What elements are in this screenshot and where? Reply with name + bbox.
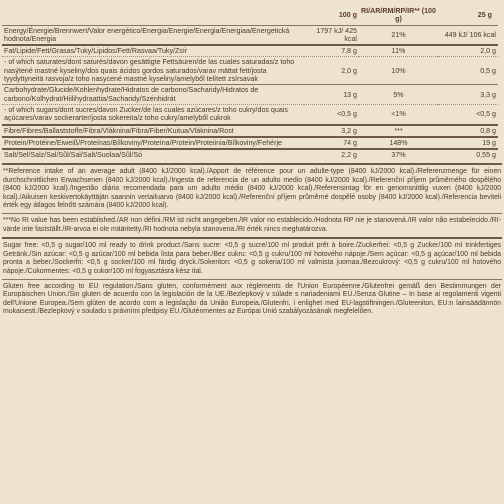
nutrient-label: Fibre/Fibres/Ballaststoffe/Fibra/Vláknina/Fibra/Fiber/Kuitua/Vláknina/Rost xyxy=(2,125,304,137)
header-ri: RI/AR/RM/RP/IR** (100 g) xyxy=(361,7,436,24)
nutrient-label: Energy/Énergie/Brennwert/Valor energético/Energia/Energie/Energia/Energiaa/Energetická hodnota/Energia xyxy=(2,25,304,45)
header-blank xyxy=(2,6,304,25)
table-row xyxy=(2,149,498,160)
nutrient-label: Salt/Sel/Salz/Sal/Sůl/Sal/Salt/Suolaa/Sůl/Só xyxy=(2,149,304,160)
note-no-ri: ***No RI value has been established./AR non défini./RM ist nicht angegeben./IR valor no establecido./Hodnota RP nie je stanovená./IR valor não estabelecido./RI-värde inte fastställt./IR-arvoa ei ole määritetty./RI hodnota nebyla stanovena./RI érték nincs meghatározva. xyxy=(3,217,501,233)
table-row xyxy=(2,125,498,137)
value-100g: 74 g xyxy=(304,137,359,149)
header-25g: 25 g xyxy=(477,11,492,20)
value-25g: 19 g xyxy=(438,137,498,149)
nutrient-label: - of which sugars/dont sucres/davon Zucker/de las cuales azúcares/z toho cukry/dos quais açúcares/varav sockerarter/josta sokereita/z toho cukry/amelyből cukrok xyxy=(2,104,304,124)
value-25g: 0,55 g xyxy=(438,149,498,160)
value-25g: 0,5 g xyxy=(438,57,498,85)
value-100g: 2,0 g xyxy=(304,57,359,85)
value-ri: 5% xyxy=(359,85,438,105)
value-ri: 148% xyxy=(359,137,438,149)
value-25g: 0,8 g xyxy=(438,125,498,137)
table-header xyxy=(2,6,498,25)
value-ri: 21% xyxy=(359,25,438,45)
header-100g: 100 g xyxy=(338,11,357,20)
value-25g: <0,5 g xyxy=(438,104,498,124)
table-row xyxy=(2,104,498,124)
divider xyxy=(2,279,502,280)
table-row xyxy=(2,25,498,45)
value-100g: 7,8 g xyxy=(304,45,359,57)
table-row xyxy=(2,45,498,57)
value-ri: <1% xyxy=(359,104,438,124)
note-reference-intake: **Reference intake of an average adult (8400 kJ/2000 kcal)./Apport de référence pour un adulte-type (8400 kJ/2000 kcal)./Referenzmenge für einen durchschnittlichen Erwachsenen (8400 kJ/2000 kcal)./Ingesta de referencia de un adulto medio (8400 kJ/2000 kcal)./Referenční příjem průměrného dospělého (8400 kJ/2000 kcal)./Ingestão diária recomendada para um adulto médio (8400 kJ/2000 kcal)./Referensintag för en genomsnittlig vuxen (8400 kJ/2000 kcal)./Aikuisen keskivertokäyttäjän saannin vertailuarvo (8400 kJ/2000 kcal)./Referenční příjem průměrné dospělé osoby (8400 kJ/2000 kcal)./Referencia beviteli érték egy átlagos felnőtt számára (8400 kJ/2000 kcal). xyxy=(3,168,501,210)
table-row xyxy=(2,137,498,149)
value-100g: 1797 kJ/ 425 kcal xyxy=(304,25,359,45)
divider xyxy=(2,213,502,214)
value-25g: 449 kJ/ 106 kcal xyxy=(438,25,498,45)
nutrient-label: Fat/Lipide/Fett/Grasas/Tuky/Lipidos/Fett/Rasvaa/Tuky/Zsír xyxy=(2,45,304,57)
value-ri: 10% xyxy=(359,57,438,85)
value-100g: 3,2 g xyxy=(304,125,359,137)
value-25g: 2,0 g xyxy=(438,45,498,57)
value-ri: *** xyxy=(359,125,438,137)
value-25g: 3,3 g xyxy=(438,85,498,105)
nutrient-label: Protein/Protéine/Eiweiß/Proteínas/Bílkoviny/Proteína/Protein/Proteiinia/Bílkoviny/Fehérje xyxy=(2,137,304,149)
value-ri: 37% xyxy=(359,149,438,160)
nutrient-label: - of which saturates/dont saturés/davon gesättigte Fettsäuren/de las cuales saturadas/z toho nasýtené mastné kyseliny/dos quais ácidos gordos saturados/varav mättat fett/josta tyydyttyneitä rasvoja/z toho nasycené mastné kyseliny/amelyből telített zsírsavak xyxy=(2,57,304,85)
note-sugar-free: Sugar free: <0,5 g sugar/100 ml ready to drink product./Sans sucre: <0,5 g sucre/100 ml produit prêt à boire./Zuckerfrei: <0,5 g Zucker/100 ml trinkfertiges Getränk./Sin azúcar: <0,5 g azúcar/100 ml bebida lista para beber./Bez cukru: <0,5 g cukru/100 ml hotového nápoje./Sem açúcar: <0,5 g açúcar/100 ml bebida pronta a beber./Sockerfri: <0,5 g socker/100 ml färdig dryck./Sokeriton: <0,5 g sokeria/100 ml valmista juomaa./Bezcukrový: <0,5 g cukru/100 ml hotového nápoje./Cukormentes: <0,5 g cukor/100 ml fogyasztásra kész ital. xyxy=(3,242,501,275)
divider xyxy=(2,163,502,165)
note-gluten-free: Gluten free according to EU regulation./Sans gluten, conformément aux règlements de l'Union Européenne./Glutenfrei gemäß den Bestimmungen der Europäischen Union./Sin gluten de acuerdo con la legislación de la UE./Bezlepkový v súlade s nariadeniami EÚ./Senza Glutine – In base ai regolamenti vigenti dell'Unione Europea./Sem glúten de acordo com a legislação da União Europeia./Glutenfri, i enlighet med EU-lagstiftningen./Gluteeniton, EU:n lainsäädännön mukaisesti./Bezlepkový v souladu s právními předpisy EU./Gluténmentes az Európai Unió szabályozásának megfelelően. xyxy=(3,282,501,316)
value-100g: <0,5 g xyxy=(304,104,359,124)
value-100g: 2,2 g xyxy=(304,149,359,160)
nutrition-table xyxy=(2,6,498,160)
value-100g: 13 g xyxy=(304,85,359,105)
nutrient-label: Carbohydrate/Glucide/Kohlenhydrate/Hidratos de carbono/Sacharidy/Hidratos de carbono/Kolhydrat/Hiilihydraattia/Sacharidy/Szénhidrát xyxy=(2,85,304,105)
table-row xyxy=(2,85,498,105)
divider xyxy=(2,237,502,239)
value-ri: 11% xyxy=(359,45,438,57)
table-body xyxy=(2,25,498,160)
table-row xyxy=(2,57,498,85)
